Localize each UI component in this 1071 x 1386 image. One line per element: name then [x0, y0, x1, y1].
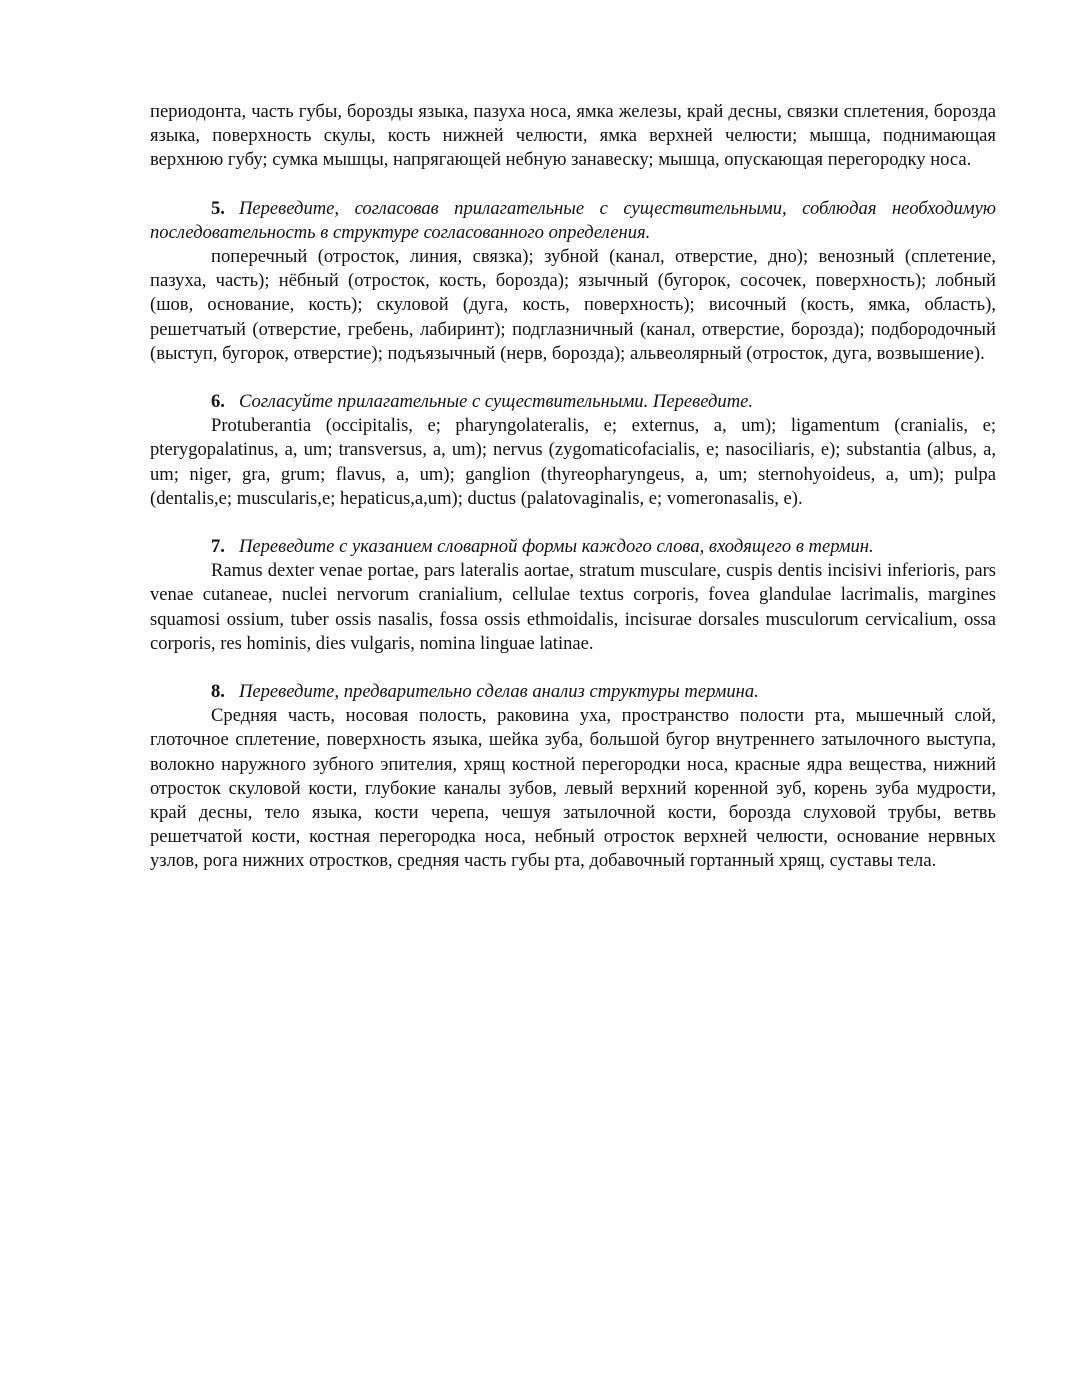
task-8-body: Средняя часть, носовая полость, раковина уха, пространство полости рта, мышечный слой, глоточное сплетение, поверхность языка, шейка зуба, большой бугор внутреннего затылочного выступа, волокно наружного зубного эпителия, хрящ костной перегородки носа, красные ядра вещества, нижний отросток скуловой кости, глубокие каналы зубов, левый верхний коренной зуб, корень зуба мудрости, край десны, тело языка, кости черепа, чешуя затылочной кости, борозда слуховой трубы, ветвь решетчатой кости, костная перегородка носа, небный отросток верхней челюсти, основание нервных узлов, рога нижних отростков, средняя часть губы рта, добавочный гортанный хрящ, суставы тела.	[150, 705, 996, 872]
document-page	[150, 100, 996, 874]
task-6-body: Protuberantia (occipitalis, e; pharyngolateralis, e; externus, a, um); ligamentum (cranialis, e; pterygopalatinus, a, um; transversus, a, um); nervus (zygomaticofacialis, e; nasociliaris, e); substantia (albus, a, um; niger, gra, grum; flavus, a, um); ganglion (thyreopharyngeus, a, um; sternohyoideus, a, um); pulpa (dentalis,e; muscularis,e; hepaticus,a,um); ductus (palatovaginalis, e; vomeronasalis, e).	[150, 415, 996, 509]
task-5-number: 5.	[211, 197, 225, 219]
task-7-heading	[150, 535, 996, 559]
task-6-instruction: Согласуйте прилагательные с существительными. Переведите.	[238, 391, 754, 413]
task-5-heading	[150, 197, 996, 245]
task-8-instruction: Переведите, предварительно сделав анализ структуры термина.	[238, 681, 759, 703]
task-7	[150, 535, 996, 656]
task-7-instruction: Переведите с указанием словарной формы каждого слова, входящего в термин.	[238, 536, 874, 558]
task-8	[150, 680, 996, 874]
task-6	[150, 390, 996, 511]
task-8-number: 8.	[211, 681, 225, 703]
task-5-body: поперечный (отросток, линия, связка); зубной (канал, отверстие, дно); венозный (сплетение, пазуха, часть); нёбный (отросток, кость, борозда); язычный (бугорок, сосочек, поверхность); лобный (шов, основание, кость); скуловой (дуга, кость, поверхность); височный (кость, ямка, область), решетчатый (отверстие, гребень, лабиринт); подглазничный (канал, отверстие, борозда); подбородочный (выступ, бугорок, отверстие); подъязычный (нерв, борозда); альвеолярный (отросток, дуга, возвышение).	[150, 246, 996, 364]
task-5-instruction: Переведите, согласовав прилагательные с существительными, соблюдая необходимую последовательность в структуре согласованного определения.	[150, 197, 996, 243]
intro-paragraph: периодонта, часть губы, борозды языка, пазуха носа, ямка железы, край десны, связки сплетения, борозда языка, поверхность скулы, кость нижней челюсти, ямка верхней челюсти; мышца, поднимающая верхнюю губу; сумка мышцы, напрягающей небную занавеску; мышца, опускающая перегородку носа.	[150, 101, 996, 171]
task-8-heading	[150, 680, 996, 704]
task-5	[150, 197, 996, 366]
task-7-body: Ramus dexter venae portae, pars lateralis aortae, stratum musculare, cuspis dentis incisivi inferioris, pars venae cutaneae, nuclei nervorum cranialium, cellulae textus corporis, fovea glandulae lacrimalis, margines squamosi ossium, tuber ossis nasalis, fossa ossis ethmoidalis, incisurae dorsales musculorum cervicalium, ossa corporis, res hominis, dies vulgaris, nomina linguae latinae.	[150, 560, 996, 654]
task-6-heading	[150, 390, 996, 414]
task-7-number: 7.	[211, 536, 225, 558]
task-6-number: 6.	[211, 391, 225, 413]
